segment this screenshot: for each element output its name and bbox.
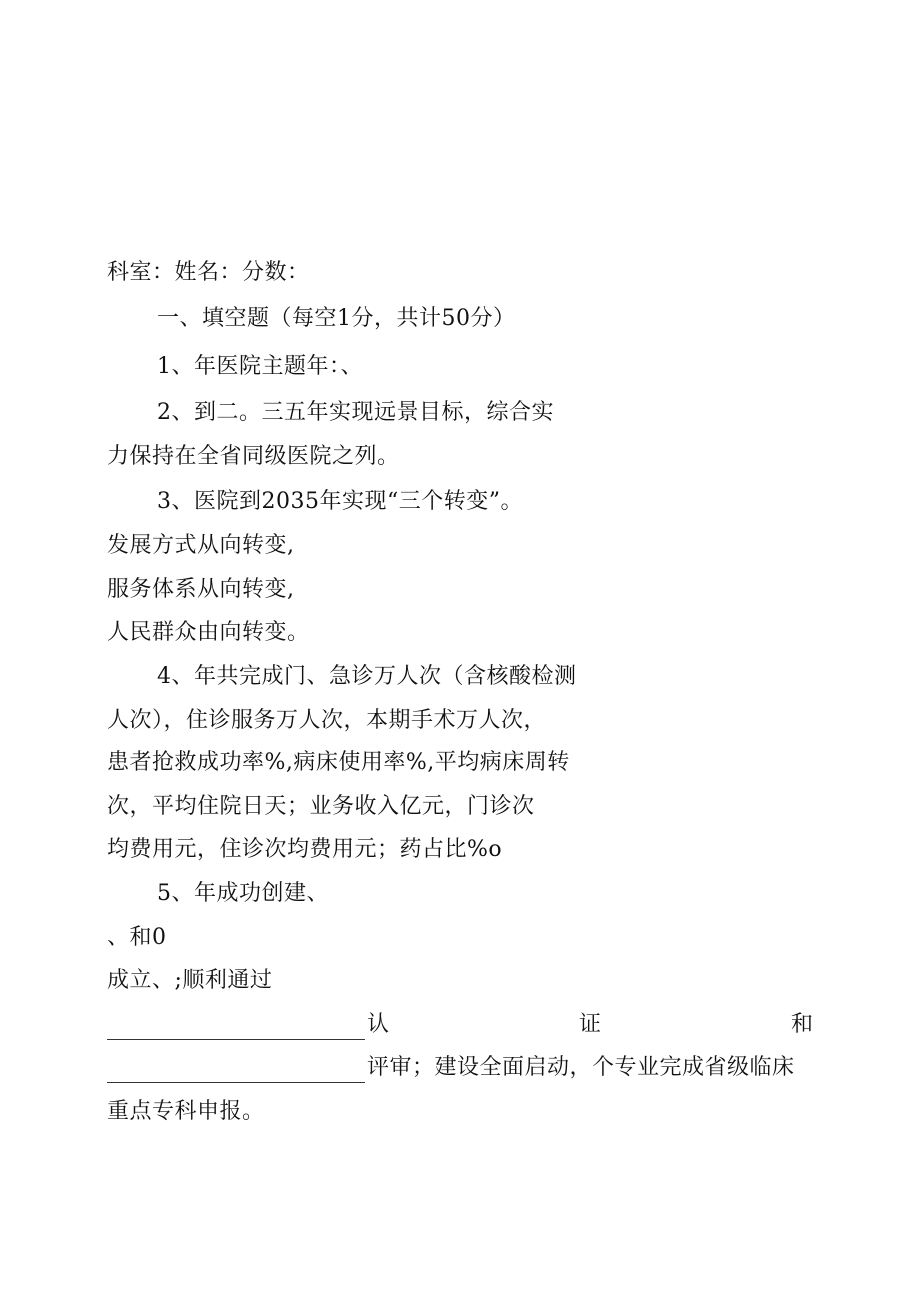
justified-char: 认 (367, 1012, 390, 1037)
justified-char: 和 (791, 1012, 814, 1037)
question-3-line-3: 服务体系从向转变, (107, 577, 295, 602)
question-4-line-5: 均费用元，住诊次均费用元；药占比%o (107, 837, 503, 862)
question-5-line-5: 评审；建设全面启动，个专业完成省级临床 (367, 1055, 795, 1080)
question-3-line-2: 发展方式从向转变, (107, 533, 295, 558)
question-5-line-4 (107, 1010, 813, 1040)
justified-char: 证 (579, 1012, 602, 1037)
question-2-line-2: 力保持在全省同级医院之列。 (107, 444, 400, 469)
question-5-line-5-row (107, 1053, 795, 1083)
question-1: 1、年医院主题年：、 (157, 354, 363, 379)
question-5-line-2: 、和0 (107, 925, 167, 950)
question-4-line-2: 人次），住诊服务万人次，本期手术万人次， (107, 708, 547, 733)
question-3-line-1: 3、医院到2035年实现“三个转变”。 (157, 489, 523, 514)
question-4-line-3: 患者抢救成功率%,病床使用率%,平均病床周转 (107, 750, 570, 775)
question-2-line-1: 2、到二。三五年实现远景目标，综合实 (157, 400, 554, 425)
section-title: 一、填空题（每空1分，共计50分） (157, 306, 516, 331)
question-4-line-4: 次，平均住院日天；业务收入亿元，门诊次 (107, 794, 535, 819)
question-3-line-4: 人民群众由向转变。 (107, 620, 310, 645)
answer-blank[interactable] (107, 1017, 365, 1040)
question-5-line-3: 成立、;顺利通过 (107, 968, 273, 993)
header-fields: 科室：姓名：分数： (107, 260, 310, 285)
question-5-line-1: 5、年成功创建、 (157, 881, 329, 906)
question-5-line-6: 重点专科申报。 (107, 1099, 265, 1124)
answer-blank[interactable] (107, 1060, 365, 1083)
question-4-line-1: 4、年共完成门、急诊万人次（含核酸检测 (157, 664, 577, 689)
